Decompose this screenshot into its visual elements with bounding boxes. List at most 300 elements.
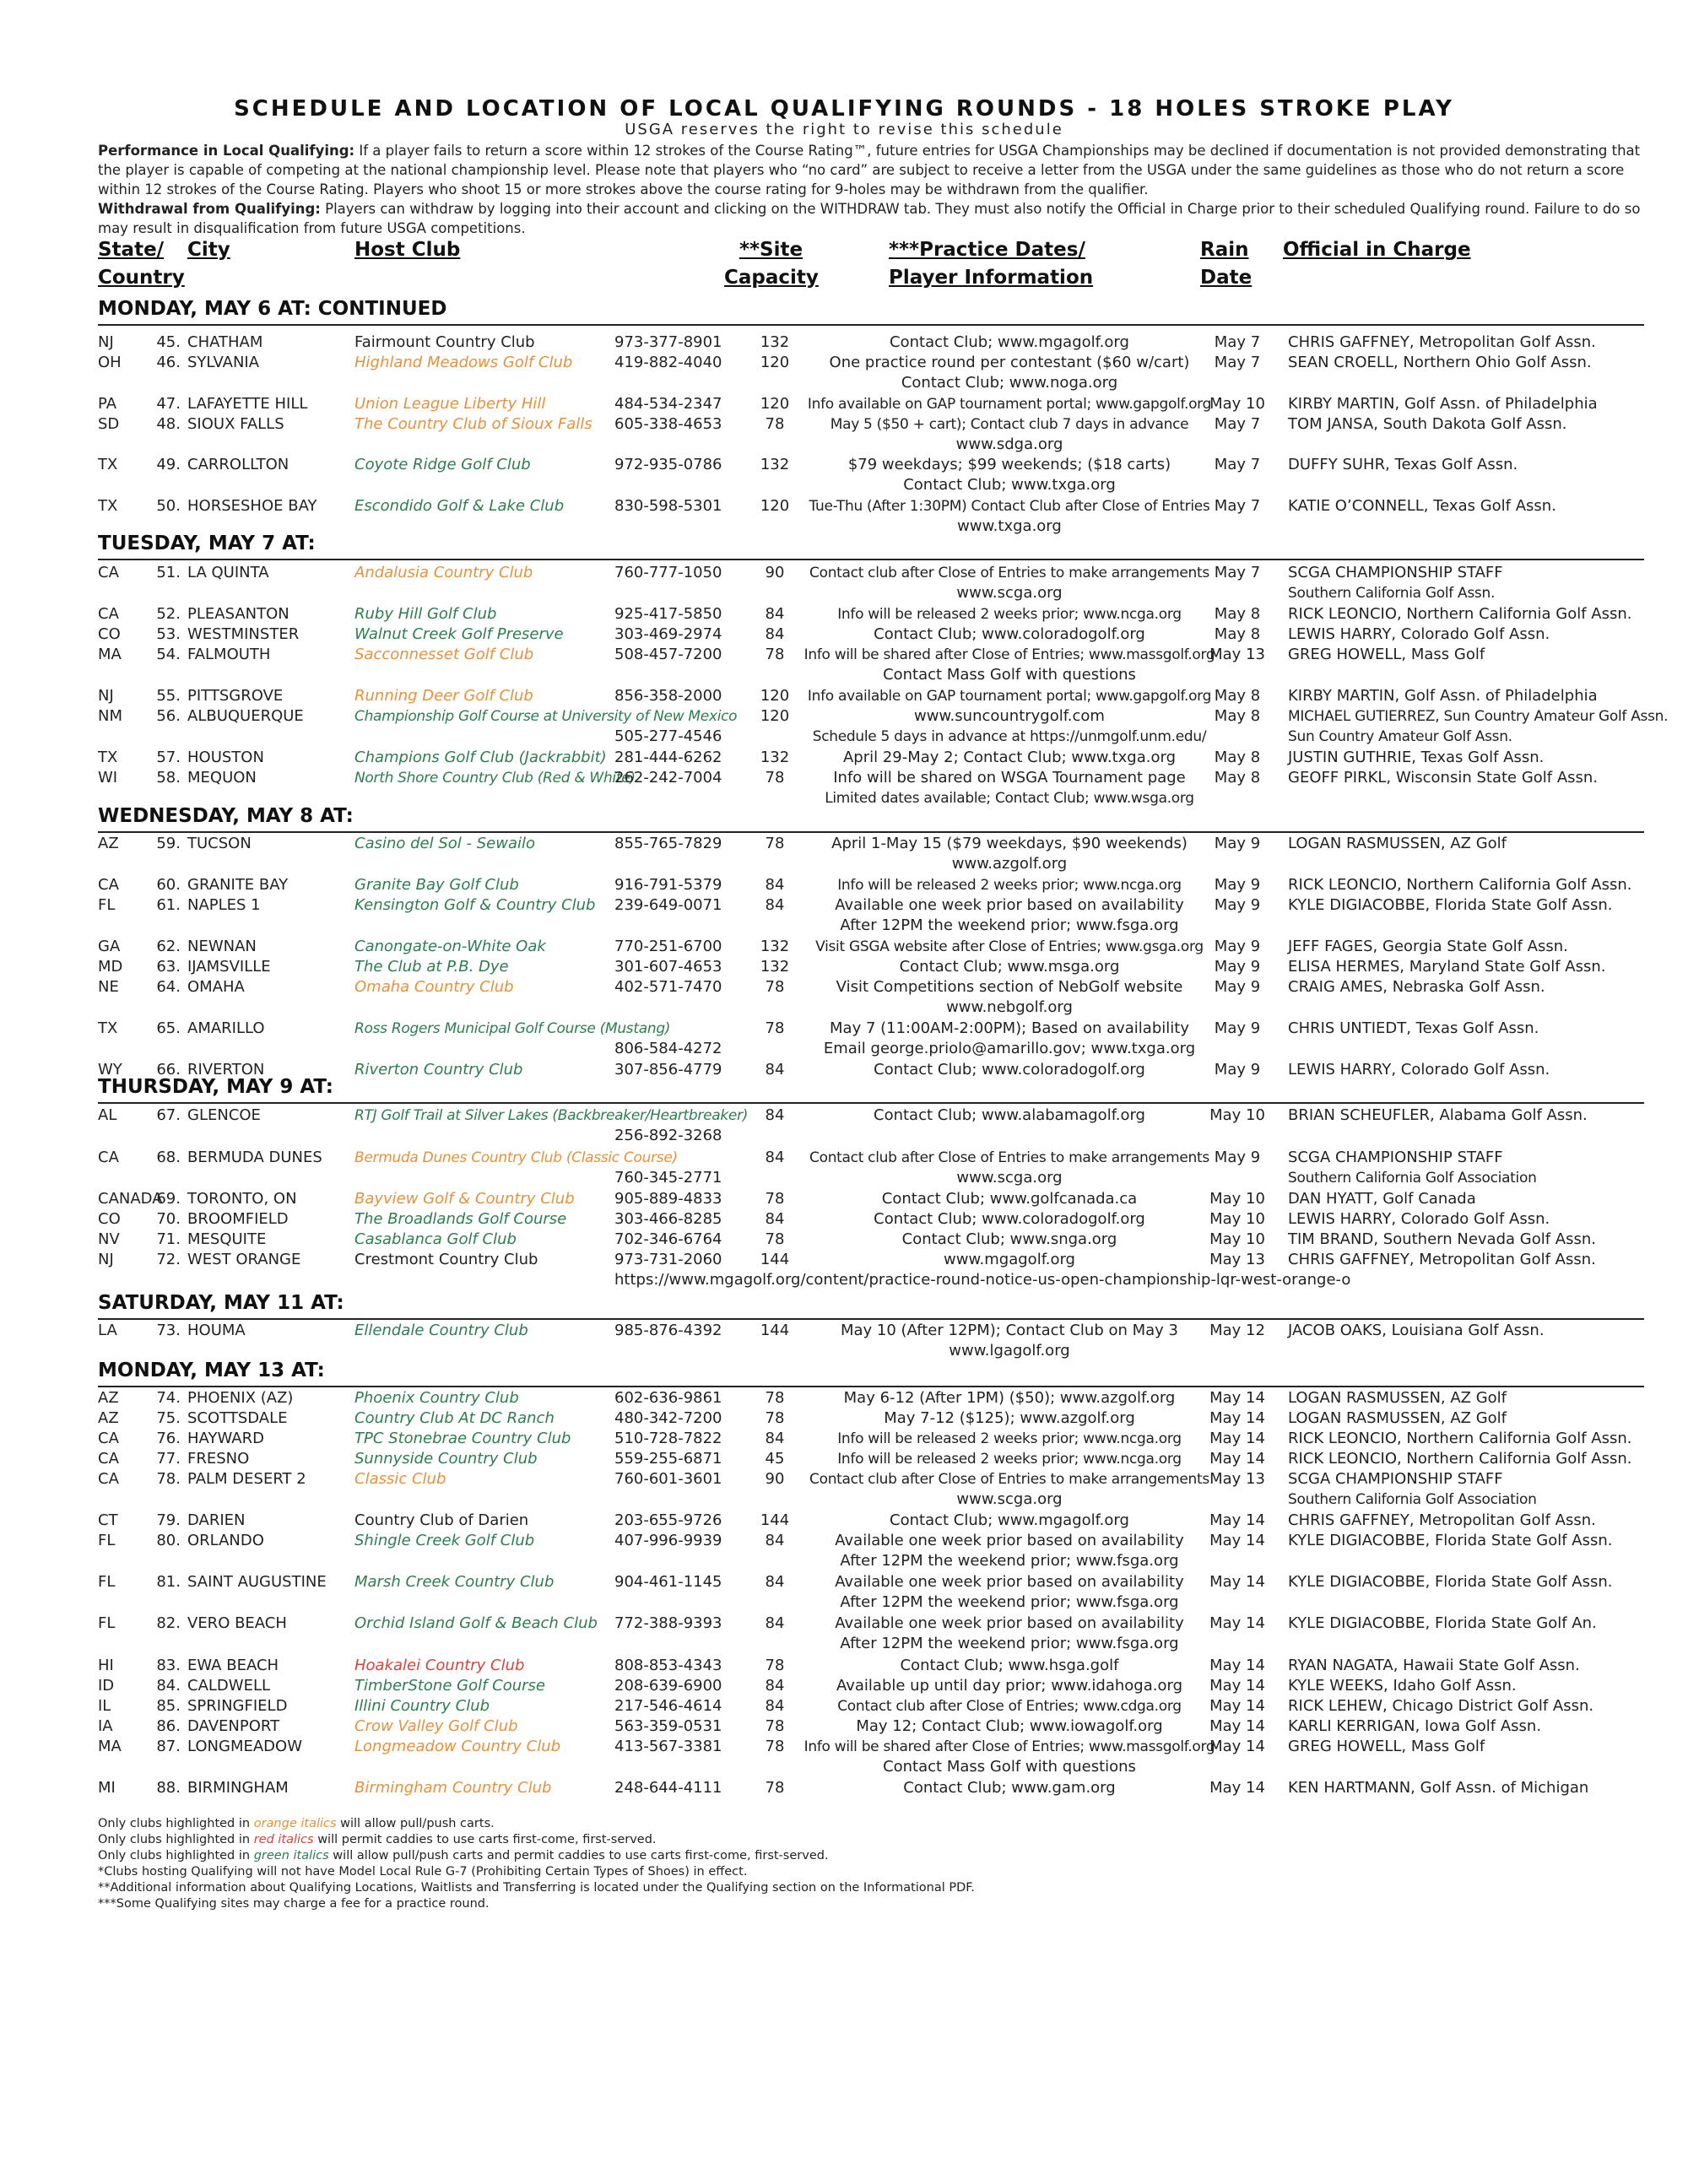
site-number: 49. [156, 456, 181, 473]
phone-cell: 856-358-2000 [614, 687, 722, 705]
footnote-red: Only clubs highlighted in red italics will permit caddies to use carts first-come, first-served. [98, 1833, 657, 1846]
official-in-charge: SEAN CROELL, Northern Ohio Golf Assn. [1288, 354, 1592, 371]
header-capacity: Capacity [724, 267, 819, 289]
performance-label: Performance in Local Qualifying: [98, 143, 355, 159]
header-site: **Site [739, 239, 803, 261]
practice-info: May 5 ($50 + cart); Contact club 7 days in advance [830, 416, 1189, 433]
host-club: Highland Meadows Golf Club [354, 354, 573, 371]
header-city: City [187, 239, 230, 261]
table-row [0, 353, 1688, 392]
official-in-charge: BRIAN SCHEUFLER, Alabama Golf Assn. [1288, 1106, 1588, 1124]
footnote-orange: Only clubs highlighted in orange italics will allow pull/push carts. [98, 1817, 495, 1830]
withdrawal-paragraph [98, 199, 1642, 238]
phone-cell: 248-644-4111 [614, 1779, 722, 1797]
practice-info: One practice round per contestant ($60 w/cart) [829, 354, 1190, 371]
site-number: 86. [156, 1717, 181, 1735]
phone-cell: 770-251-6700 [614, 938, 722, 955]
practice-info: $79 weekdays; $99 weekends; ($18 carts) [847, 456, 1171, 473]
site-number: 87. [156, 1738, 181, 1755]
state-cell: FL [98, 1573, 116, 1591]
city-cell: FRESNO [187, 1450, 250, 1468]
footnote-practice-fee: ***Some Qualifying sites may charge a fee for a practice round. [98, 1897, 490, 1911]
state-cell: CANADA [98, 1190, 163, 1208]
city-cell: PHOENIX (AZ) [187, 1389, 294, 1407]
host-club: Fairmount Country Club [354, 333, 535, 351]
site-number: 55. [156, 687, 181, 705]
practice-info: Info will be released 2 weeks prior; www.ncga.org [837, 1430, 1182, 1447]
rain-date: May 14 [1209, 1697, 1265, 1715]
practice-info: Contact Club; www.coloradogolf.org [874, 1210, 1145, 1228]
state-cell: TX [98, 1019, 118, 1037]
practice-info: Available one week prior based on availability [835, 1614, 1184, 1632]
city-cell: AMARILLO [187, 1019, 265, 1037]
site-capacity: 78 [765, 415, 785, 433]
header-rain: Rain [1200, 239, 1249, 261]
host-club: Ruby Hill Golf Club [354, 605, 497, 623]
rain-date: May 14 [1209, 1779, 1265, 1797]
section-divider [98, 559, 1644, 560]
rain-date: May 8 [1214, 749, 1261, 766]
site-number: 71. [156, 1230, 181, 1248]
city-cell: ALBUQUERQUE [187, 707, 304, 725]
city-cell: VERO BEACH [187, 1614, 287, 1632]
phone-cell: 905-889-4833 [614, 1190, 722, 1208]
site-capacity: 84 [765, 1573, 785, 1591]
section-header-tue7: TUESDAY, MAY 7 AT: [98, 532, 316, 554]
header-country: Country [98, 267, 185, 289]
practice-info-line2: Contact Club; www.noga.org [901, 374, 1118, 392]
practice-info: Contact Club; www.gam.org [903, 1779, 1116, 1797]
state-cell: NV [98, 1230, 120, 1248]
practice-info: Info will be released 2 weeks prior; www.ncga.org [837, 1451, 1182, 1468]
state-cell: LA [98, 1322, 117, 1339]
withdrawal-text: Players can withdraw by logging into their account and clicking on the WITHDRAW tab. They must also notify the Official in Charge prior to their scheduled Qualifying round. Failure to do so may result in disqualification from future USGA competitions. [98, 201, 1641, 236]
official-in-charge: RICK LEONCIO, Northern California Golf Assn. [1288, 876, 1632, 894]
practice-info: May 10 (After 12PM); Contact Club on May 3 [840, 1322, 1179, 1339]
state-cell: AL [98, 1106, 117, 1124]
phone-cell: 925-417-5850 [614, 605, 722, 623]
host-club: The Broadlands Golf Course [354, 1210, 567, 1228]
phone-cell: 972-935-0786 [614, 456, 722, 473]
site-capacity: 78 [765, 1717, 785, 1735]
official-in-charge: KATIE O’CONNELL, Texas Golf Assn. [1288, 497, 1556, 515]
city-cell: EWA BEACH [187, 1657, 279, 1674]
official-in-charge: RICK LEONCIO, Northern California Golf Assn. [1288, 1450, 1632, 1468]
city-cell: DARIEN [187, 1511, 246, 1529]
city-cell: BERMUDA DUNES [187, 1149, 322, 1166]
city-cell: HORSESHOE BAY [187, 497, 317, 515]
site-capacity: 144 [760, 1322, 790, 1339]
rain-date: May 9 [1214, 1149, 1261, 1166]
host-club: Phoenix Country Club [354, 1389, 519, 1407]
site-number: 70. [156, 1210, 181, 1228]
rain-date: May 14 [1209, 1738, 1265, 1755]
practice-info-line2: After 12PM the weekend prior; www.fsga.org [840, 1635, 1179, 1652]
site-number: 65. [156, 1019, 181, 1037]
practice-info: Contact club after Close of Entries to make arrangements [809, 1149, 1209, 1166]
rain-date: May 7 [1214, 415, 1261, 433]
official-in-charge: RICK LEONCIO, Northern California Golf Assn. [1288, 1430, 1632, 1447]
table-row [0, 624, 1688, 645]
state-cell: FL [98, 896, 116, 914]
header-player-information: Player Information [889, 267, 1094, 289]
host-club: Canongate-on-White Oak [354, 938, 546, 955]
practice-info-line2: Limited dates available; Contact Club; www.wsga.org [825, 790, 1194, 807]
host-club: TPC Stonebrae Country Club [354, 1430, 571, 1447]
site-capacity: 132 [760, 456, 790, 473]
table-row [0, 1209, 1688, 1230]
site-capacity: 84 [765, 1149, 785, 1166]
host-club: Casablanca Golf Club [354, 1230, 517, 1248]
rain-date: May 8 [1214, 769, 1261, 787]
rain-date: May 8 [1214, 605, 1261, 623]
practice-info: Contact Club; www.coloradogolf.org [874, 625, 1145, 643]
header-practice-dates: ***Practice Dates/ [889, 239, 1085, 261]
official-in-charge: ELISA HERMES, Maryland State Golf Assn. [1288, 958, 1606, 976]
rain-date: May 14 [1209, 1532, 1265, 1549]
site-capacity: 84 [765, 1430, 785, 1447]
site-number: 69. [156, 1190, 181, 1208]
host-club: Running Deer Golf Club [354, 687, 533, 705]
practice-info-line2: www.scga.org [956, 1490, 1063, 1508]
section-divider [98, 1386, 1644, 1387]
host-club: Omaha Country Club [354, 978, 514, 996]
site-number: 84. [156, 1677, 181, 1695]
practice-info-line2: Contact Mass Golf with questions [883, 666, 1136, 684]
phone-cell: 505-277-4546 [614, 727, 722, 745]
table-row [0, 977, 1688, 1016]
rain-date: May 9 [1214, 896, 1261, 914]
rain-date: May 7 [1214, 497, 1261, 515]
rain-date: May 9 [1214, 938, 1261, 955]
site-capacity: 132 [760, 749, 790, 766]
official-in-charge: RYAN NAGATA, Hawaii State Golf Assn. [1288, 1657, 1580, 1674]
rain-date: May 9 [1214, 876, 1261, 894]
rain-date: May 14 [1209, 1511, 1265, 1529]
table-row [0, 706, 1688, 745]
site-number: 88. [156, 1779, 181, 1797]
phone-cell: 559-255-6871 [614, 1450, 722, 1468]
phone-cell: 239-649-0071 [614, 896, 722, 914]
host-club: Union League Liberty Hill [354, 395, 546, 413]
section-header-wed8: WEDNESDAY, MAY 8 AT: [98, 805, 354, 827]
practice-info: Contact club after Close of Entries to make arrangements [809, 565, 1209, 581]
official-in-charge: CHRIS GAFFNEY, Metropolitan Golf Assn. [1288, 1251, 1596, 1268]
official-association: Southern California Golf Assn. [1288, 585, 1496, 602]
host-club: Birmingham Country Club [354, 1779, 552, 1797]
city-cell: GLENCOE [187, 1106, 261, 1124]
site-capacity: 120 [760, 395, 790, 413]
site-capacity: 84 [765, 1614, 785, 1632]
city-cell: DAVENPORT [187, 1717, 280, 1735]
host-club: North Shore Country Club (Red & White) [354, 770, 636, 787]
phone-cell: 602-636-9861 [614, 1389, 722, 1407]
site-capacity: 78 [765, 769, 785, 787]
practice-info-line2: After 12PM the weekend prior; www.fsga.org [840, 1593, 1179, 1611]
table-row [0, 1614, 1688, 1652]
phone-cell: 407-996-9939 [614, 1532, 722, 1549]
rain-date: May 14 [1209, 1614, 1265, 1632]
official-in-charge: SCGA CHAMPIONSHIP STAFF [1288, 564, 1503, 581]
city-cell: NEWNAN [187, 938, 257, 955]
host-club: Classic Club [354, 1470, 446, 1488]
state-cell: TX [98, 456, 118, 473]
host-club: Riverton Country Club [354, 1061, 523, 1078]
city-cell: SYLVANIA [187, 354, 260, 371]
phone-cell: 508-457-7200 [614, 646, 722, 663]
official-in-charge: JEFF FAGES, Georgia State Golf Assn. [1288, 938, 1568, 955]
practice-info: Info available on GAP tournament portal; www.gapgolf.org [807, 688, 1212, 705]
table-row [0, 645, 1688, 684]
practice-info-line2: Schedule 5 days in advance at https://unmgolf.unm.edu/ [812, 728, 1207, 745]
practice-info-line2: Contact Club; www.txga.org [903, 476, 1116, 494]
site-capacity: 78 [765, 1738, 785, 1755]
city-cell: MESQUITE [187, 1230, 267, 1248]
host-club: Champions Golf Club (Jackrabbit) [354, 749, 607, 766]
site-capacity: 78 [765, 1779, 785, 1797]
state-cell: OH [98, 354, 122, 371]
rain-date: May 13 [1209, 646, 1265, 663]
site-number: 62. [156, 938, 181, 955]
practice-info: Info will be released 2 weeks prior; www.ncga.org [837, 877, 1182, 894]
state-cell: ID [98, 1677, 115, 1695]
site-number: 47. [156, 395, 181, 413]
practice-info-line2: www.nebgolf.org [946, 998, 1073, 1016]
site-capacity: 120 [760, 497, 790, 515]
official-in-charge: CHRIS UNTIEDT, Texas Golf Assn. [1288, 1019, 1539, 1037]
site-number: 57. [156, 749, 181, 766]
host-club: RTJ Golf Trail at Silver Lakes (Backbreaker/Heartbreaker) [354, 1107, 749, 1124]
state-cell: SD [98, 415, 120, 433]
performance-paragraph [98, 141, 1642, 199]
header-state: State/ [98, 239, 165, 261]
host-club: Andalusia Country Club [354, 564, 533, 581]
table-row [0, 1511, 1688, 1531]
state-cell: MA [98, 1738, 122, 1755]
city-cell: SCOTTSDALE [187, 1409, 288, 1427]
site-number: 77. [156, 1450, 181, 1468]
official-in-charge: LOGAN RASMUSSEN, AZ Golf [1288, 1409, 1507, 1427]
rain-date: May 14 [1209, 1430, 1265, 1447]
host-club: Sunnyside Country Club [354, 1450, 538, 1468]
site-number: 60. [156, 876, 181, 894]
city-cell: BIRMINGHAM [187, 1779, 289, 1797]
host-club: The Country Club of Sioux Falls [354, 415, 592, 433]
city-cell: BROOMFIELD [187, 1210, 289, 1228]
table-row [0, 1321, 1688, 1360]
city-cell: LONGMEADOW [187, 1738, 303, 1755]
site-number: 46. [156, 354, 181, 371]
host-club: Championship Golf Course at University of New Mexico [354, 708, 738, 725]
practice-info: Info will be shared after Close of Entries; www.massgolf.org [803, 1738, 1215, 1755]
host-club: Bayview Golf & Country Club [354, 1190, 575, 1208]
table-row [0, 563, 1688, 602]
site-capacity: 144 [760, 1251, 790, 1268]
rain-date: May 7 [1214, 456, 1261, 473]
official-in-charge: KYLE DIGIACOBBE, Florida State Golf Assn. [1288, 896, 1613, 914]
city-cell: WEST ORANGE [187, 1251, 301, 1268]
site-number: 54. [156, 646, 181, 663]
city-cell: WESTMINSTER [187, 625, 300, 643]
official-in-charge: KYLE DIGIACOBBE, Florida State Golf An. [1288, 1614, 1597, 1632]
practice-info: Contact Club; www.coloradogolf.org [874, 1061, 1145, 1078]
rain-date: May 10 [1209, 395, 1265, 413]
site-capacity: 45 [765, 1450, 785, 1468]
host-club: Orchid Island Golf & Beach Club [354, 1614, 598, 1632]
city-cell: LAFAYETTE HILL [187, 395, 308, 413]
site-number: 48. [156, 415, 181, 433]
state-cell: CA [98, 876, 119, 894]
practice-info-line2: After 12PM the weekend prior; www.fsga.org [840, 1552, 1179, 1570]
phone-cell: 830-598-5301 [614, 497, 722, 515]
state-cell: NE [98, 978, 119, 996]
phone-cell: 510-728-7822 [614, 1430, 722, 1447]
practice-round-link[interactable]: https://www.mgagolf.org/content/practice-round-notice-us-open-championship-lqr-west-orange-o [614, 1271, 1351, 1289]
table-row [0, 1469, 1688, 1508]
table-row [0, 957, 1688, 977]
state-cell: CA [98, 1470, 119, 1488]
site-capacity: 90 [765, 1470, 785, 1488]
site-number: 45. [156, 333, 181, 351]
phone-cell: 772-388-9393 [614, 1614, 722, 1632]
host-club: Crestmont Country Club [354, 1251, 538, 1268]
phone-cell: 806-584-4272 [614, 1040, 722, 1057]
site-capacity: 144 [760, 1511, 790, 1529]
table-row [0, 1656, 1688, 1676]
table-row [0, 1388, 1688, 1408]
rain-date: May 7 [1214, 564, 1261, 581]
host-club: Marsh Creek Country Club [354, 1573, 555, 1591]
official-in-charge: SCGA CHAMPIONSHIP STAFF [1288, 1470, 1503, 1488]
site-capacity: 132 [760, 958, 790, 976]
city-cell: GRANITE BAY [187, 876, 289, 894]
practice-info: May 12; Contact Club; www.iowagolf.org [856, 1717, 1163, 1735]
state-cell: TX [98, 497, 118, 515]
state-cell: MD [98, 958, 123, 976]
practice-info: www.suncountrygolf.com [914, 707, 1105, 725]
city-cell: TORONTO, ON [187, 1190, 297, 1208]
site-capacity: 78 [765, 978, 785, 996]
rain-date: May 14 [1209, 1389, 1265, 1407]
site-number: 82. [156, 1614, 181, 1632]
official-in-charge: RICK LEHEW, Chicago District Golf Assn. [1288, 1697, 1594, 1715]
official-in-charge: KYLE DIGIACOBBE, Florida State Golf Assn. [1288, 1573, 1613, 1591]
table-row [0, 414, 1688, 453]
phone-cell: 855-765-7829 [614, 835, 722, 852]
state-cell: AZ [98, 835, 119, 852]
state-cell: NJ [98, 1251, 114, 1268]
state-cell: HI [98, 1657, 114, 1674]
practice-info: Contact Club; www.alabamagolf.org [874, 1106, 1145, 1124]
site-number: 59. [156, 835, 181, 852]
footnote-additional-info: **Additional information about Qualifying Locations, Waitlists and Transferring is located under the Qualifying section on the Informational PDF. [98, 1881, 975, 1895]
site-number: 66. [156, 1061, 181, 1078]
official-in-charge: LOGAN RASMUSSEN, AZ Golf [1288, 835, 1507, 852]
site-number: 61. [156, 896, 181, 914]
section-header-mon13: MONDAY, MAY 13 AT: [98, 1360, 325, 1381]
site-number: 75. [156, 1409, 181, 1427]
practice-info: Available one week prior based on availability [835, 896, 1184, 914]
table-row [0, 1230, 1688, 1250]
official-in-charge: KYLE DIGIACOBBE, Florida State Golf Assn. [1288, 1532, 1613, 1549]
phone-cell: 760-601-3601 [614, 1470, 722, 1488]
site-capacity: 84 [765, 1697, 785, 1715]
phone-cell: 702-346-6764 [614, 1230, 722, 1248]
official-in-charge: DUFFY SUHR, Texas Golf Assn. [1288, 456, 1518, 473]
city-cell: SAINT AUGUSTINE [187, 1573, 327, 1591]
phone-cell: 217-546-4614 [614, 1697, 722, 1715]
state-cell: PA [98, 395, 117, 413]
practice-info: Available up until day prior; www.idahoga.org [836, 1677, 1183, 1695]
header-host-club: Host Club [354, 239, 461, 261]
host-club: Crow Valley Golf Club [354, 1717, 518, 1735]
table-row [0, 748, 1688, 768]
phone-cell: 916-791-5379 [614, 876, 722, 894]
official-in-charge: JUSTIN GUTHRIE, Texas Golf Assn. [1288, 749, 1545, 766]
phone-cell: 973-731-2060 [614, 1251, 722, 1268]
section-header-mon6: MONDAY, MAY 6 AT: CONTINUED [98, 298, 447, 320]
site-capacity: 84 [765, 896, 785, 914]
table-row [0, 1429, 1688, 1449]
site-number: 73. [156, 1322, 181, 1339]
rain-date: May 9 [1214, 958, 1261, 976]
site-number: 80. [156, 1532, 181, 1549]
practice-info: Contact Club; www.mgagolf.org [890, 1511, 1129, 1529]
state-cell: CA [98, 1430, 119, 1447]
site-capacity: 120 [760, 707, 790, 725]
official-in-charge: GEOFF PIRKL, Wisconsin State Golf Assn. [1288, 769, 1599, 787]
host-club: Hoakalei Country Club [354, 1657, 525, 1674]
state-cell: GA [98, 938, 121, 955]
table-row [0, 1106, 1688, 1144]
state-cell: CO [98, 625, 121, 643]
section-divider [98, 831, 1644, 833]
practice-info: Visit GSGA website after Close of Entries; www.gsga.org [815, 938, 1204, 955]
rain-date: May 10 [1209, 1106, 1265, 1124]
practice-info: Contact club after Close of Entries to make arrangements [809, 1471, 1209, 1488]
practice-info: April 1-May 15 ($79 weekdays, $90 weekends) [831, 835, 1188, 852]
official-in-charge: MICHAEL GUTIERREZ, Sun Country Amateur Golf Assn. [1288, 708, 1669, 725]
practice-info: Info will be shared on WSGA Tournament page [833, 769, 1186, 787]
site-capacity: 78 [765, 1657, 785, 1674]
table-row [0, 686, 1688, 706]
table-row [0, 1716, 1688, 1737]
practice-info-line2: www.txga.org [957, 517, 1062, 535]
practice-info: Tue-Thu (After 1:30PM) Contact Club after Close of Entries [809, 498, 1210, 515]
table-row [0, 496, 1688, 535]
state-cell: MA [98, 646, 122, 663]
rain-date: May 8 [1214, 625, 1261, 643]
host-club: Country Club of Darien [354, 1511, 529, 1529]
section-divider [98, 324, 1644, 326]
official-in-charge: KIRBY MARTIN, Golf Assn. of Philadelphia [1288, 395, 1598, 413]
state-cell: CA [98, 605, 119, 623]
city-cell: HAYWARD [187, 1430, 264, 1447]
official-in-charge: TIM BRAND, Southern Nevada Golf Assn. [1288, 1230, 1596, 1248]
host-club: Country Club At DC Ranch [354, 1409, 555, 1427]
site-number: 68. [156, 1149, 181, 1166]
city-cell: FALMOUTH [187, 646, 271, 663]
header-date: Date [1200, 267, 1252, 289]
phone-cell: 208-639-6900 [614, 1677, 722, 1695]
table-row [0, 937, 1688, 957]
rain-date: May 9 [1214, 978, 1261, 996]
rain-date: May 14 [1209, 1677, 1265, 1695]
official-in-charge: KEN HARTMANN, Golf Assn. of Michigan [1288, 1779, 1589, 1797]
rain-date: May 9 [1214, 1061, 1261, 1078]
rain-date: May 9 [1214, 835, 1261, 852]
host-club: Bermuda Dunes Country Club (Classic Course) [354, 1149, 678, 1166]
